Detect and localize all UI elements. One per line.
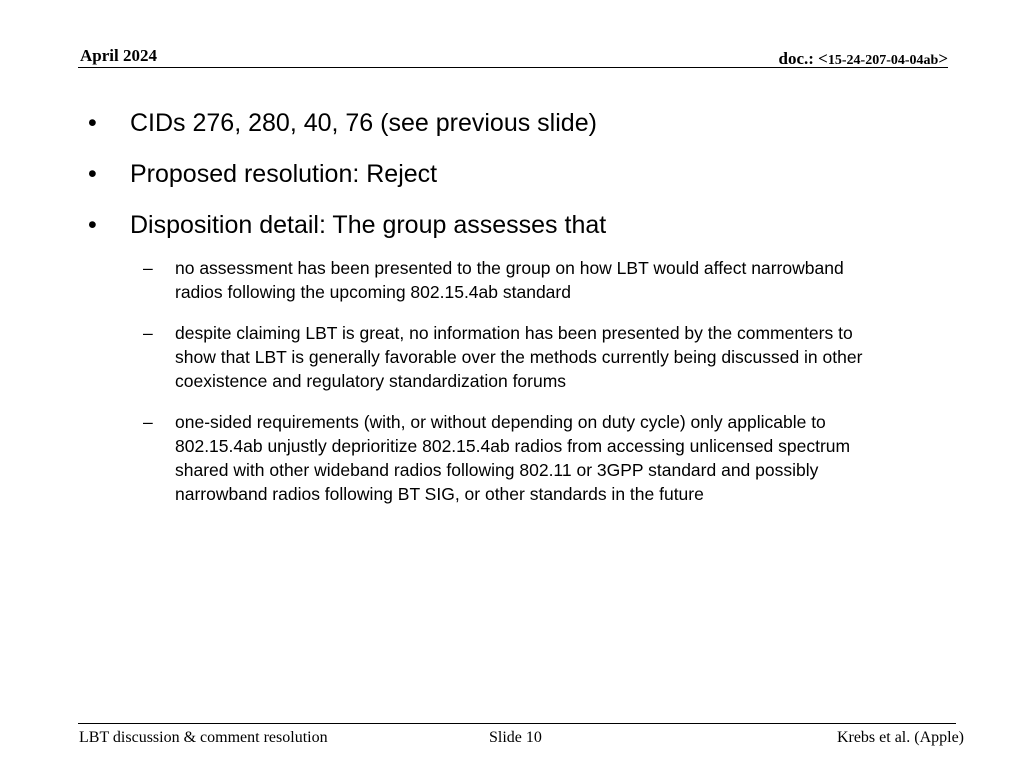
slide-number: Slide 10 <box>489 729 542 746</box>
bullet-mark: • <box>88 109 97 137</box>
dash-mark: – <box>143 412 153 432</box>
doc-prefix: doc.: < <box>778 49 828 68</box>
bullet-mark: • <box>88 211 97 239</box>
bullet-item <box>88 159 958 189</box>
bullet-text: Proposed resolution: Reject <box>130 160 438 188</box>
sub-bullet-text: despite claiming LBT is great, no information has been presented by the commenters to show that LBT is generally favorable over the methods currently being discussed in other coexistence and regulatory standardization forums <box>175 323 863 391</box>
sub-bullet-list <box>88 256 958 506</box>
footer-author: Krebs et al. (Apple) <box>836 729 964 746</box>
sub-bullet-item <box>88 321 875 393</box>
bullet-mark: • <box>88 160 97 188</box>
bullet-text: CIDs 276, 280, 40, 76 (see previous slide) <box>130 109 597 137</box>
dash-mark: – <box>143 323 153 343</box>
bullet-item <box>88 108 958 138</box>
doc-suffix: > <box>938 49 948 68</box>
doc-number: 15-24-207-04-04ab <box>827 53 939 68</box>
sub-bullet-item <box>88 256 875 304</box>
header-rule <box>78 67 948 68</box>
footer-rule <box>78 723 956 724</box>
sub-bullet-item <box>88 410 875 506</box>
footer-title: LBT discussion & comment resolution <box>79 729 328 746</box>
dash-mark: – <box>143 258 153 278</box>
sub-bullet-text: no assessment has been presented to the group on how LBT would affect narrowband radios following the upcoming 802.15.4ab standard <box>175 258 844 302</box>
bullet-text: Disposition detail: The group assesses that <box>130 211 607 239</box>
sub-bullet-text: one-sided requirements (with, or without depending on duty cycle) only applicable to 802.15.4ab unjustly deprioritize 802.15.4ab radios from accessing unlicensed spectrum shared with other wideband radios following 802.11 or 3GPP standard and possibly narrowband radios following BT SIG, or other standards in the future <box>175 412 851 504</box>
bullet-item <box>88 210 958 240</box>
header-date: April 2024 <box>80 46 157 65</box>
slide-body <box>88 108 958 523</box>
